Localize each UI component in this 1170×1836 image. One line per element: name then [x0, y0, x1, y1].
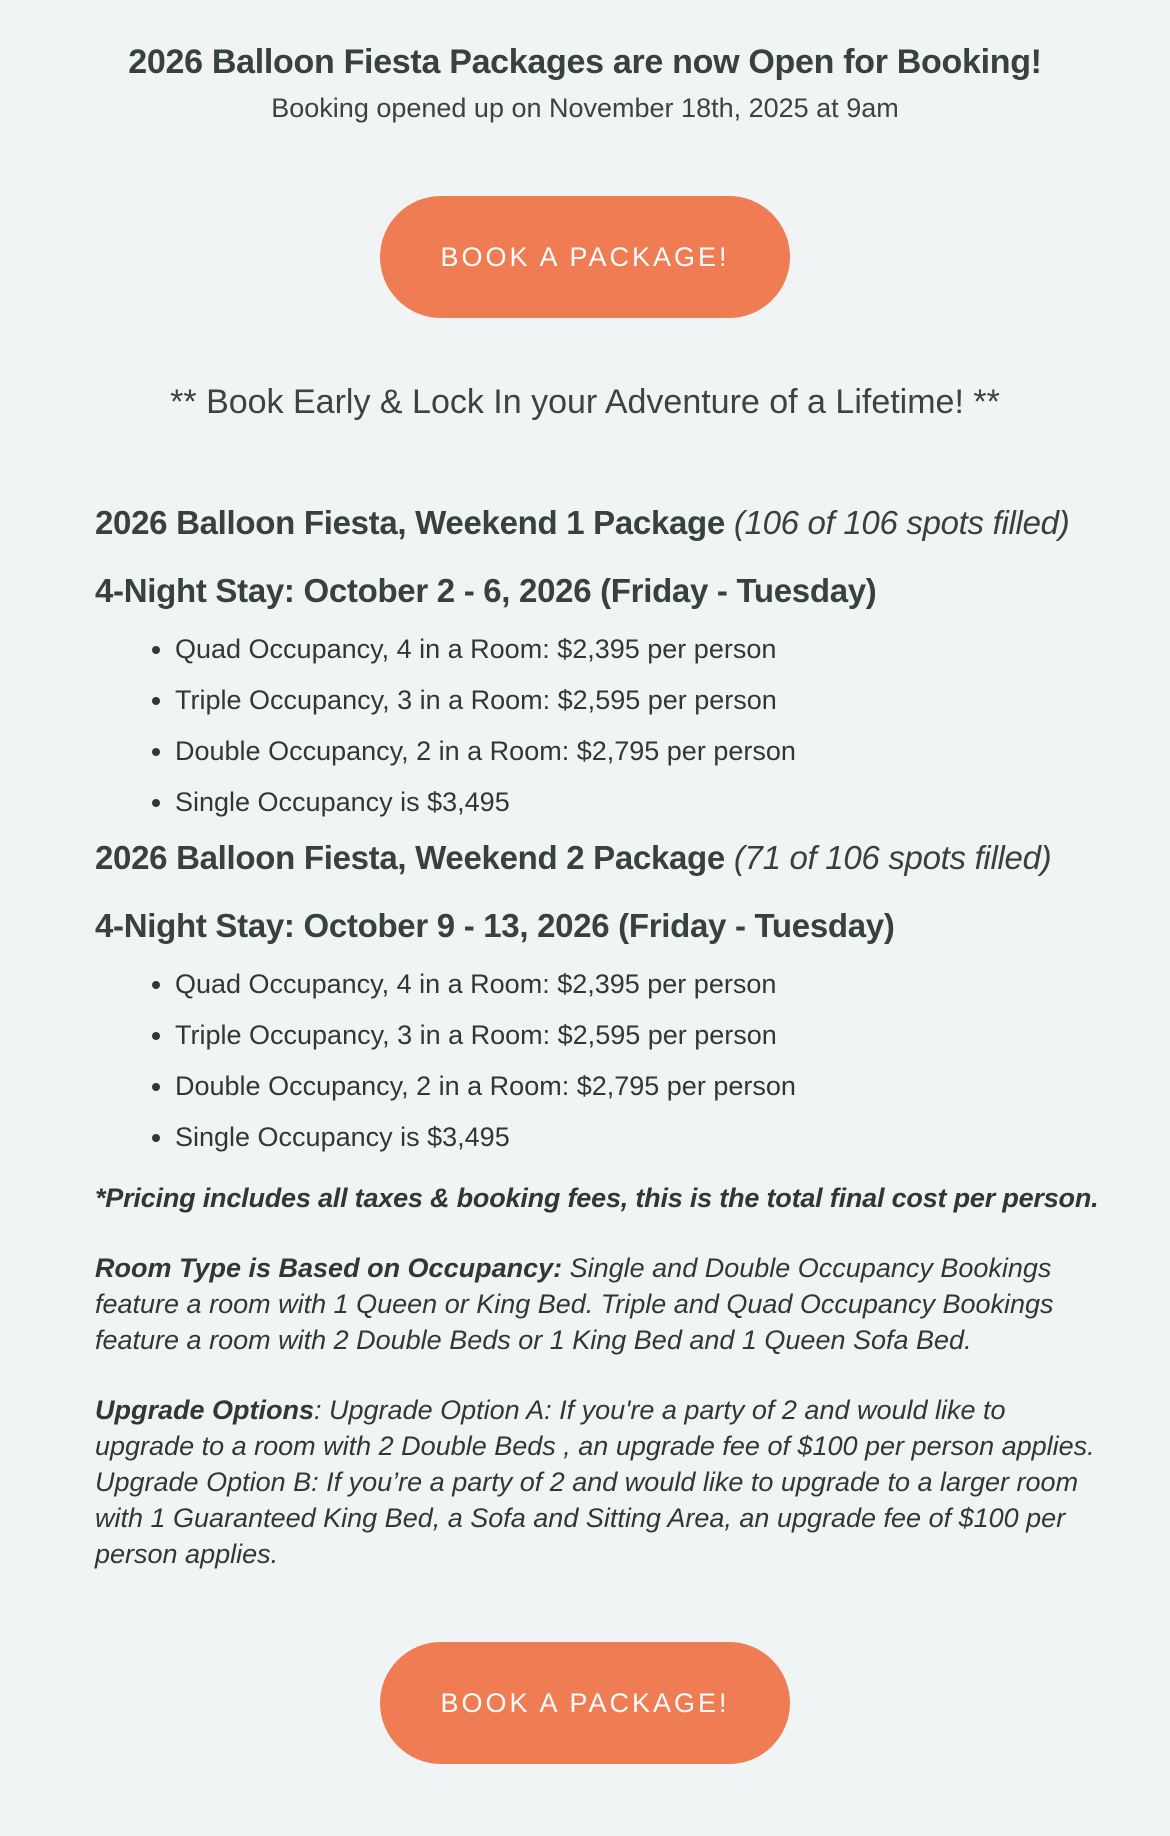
top-button-wrap: [0, 196, 1170, 318]
book-package-button[interactable]: BOOK A PACKAGE!: [380, 1642, 790, 1764]
package-title: [95, 837, 1110, 879]
stay-dates: 4-Night Stay: October 9 - 13, 2026 (Friday - Tuesday): [95, 907, 895, 944]
price-item-quad: • Quad Occupancy, 4 in a Room: $2,395 per person: [175, 632, 1110, 666]
stay-dates: 4-Night Stay: October 2 - 6, 2026 (Friday - Tuesday): [95, 572, 877, 609]
page-title: 2026 Balloon Fiesta Packages are now Open for Booking!: [128, 43, 1042, 81]
price-item-triple: • Triple Occupancy, 3 in a Room: $2,595 per person: [175, 683, 1110, 717]
room-type-text: Single and Double Occupancy Bookings feature a room with 1 Queen or King Bed. Triple and Quad Occupancy Bookings feature a room with 2 Double Beds or 1 King Bed and 1 Queen Sofa Bed.: [95, 1253, 1054, 1355]
package-weekend-2: [95, 837, 1110, 1154]
package-name: 2026 Balloon Fiesta, Weekend 2 Package: [95, 839, 725, 876]
package-weekend-1: [95, 502, 1110, 819]
tagline: ** Book Early & Lock In your Adventure of a Lifetime! **: [170, 383, 1000, 421]
package-name: 2026 Balloon Fiesta, Weekend 1 Package: [95, 504, 725, 541]
price-item-single: • Single Occupancy is $3,495: [175, 1120, 1110, 1154]
room-type-info: [95, 1250, 1110, 1358]
price-item-quad: • Quad Occupancy, 4 in a Room: $2,395 per person: [175, 967, 1110, 1001]
price-item-single: • Single Occupancy is $3,495: [175, 785, 1110, 819]
room-type-lead: Room Type is Based on Occupancy:: [95, 1253, 563, 1283]
price-item-double: • Double Occupancy, 2 in a Room: $2,795 per person: [175, 1069, 1110, 1103]
spots-filled: (71 of 106 spots filled): [733, 839, 1052, 876]
package-content: [0, 502, 1170, 1572]
package-title: [95, 502, 1110, 544]
booking-opened-note: Booking opened up on November 18th, 2025 at 9am: [271, 93, 899, 123]
upgrade-lead: Upgrade Options: [95, 1395, 315, 1425]
spots-filled: (106 of 106 spots filled): [733, 504, 1070, 541]
pricing-note: *Pricing includes all taxes & booking fees, this is the total final cost per person.: [95, 1183, 1099, 1213]
upgrade-options-info: [95, 1392, 1110, 1572]
price-item-double: • Double Occupancy, 2 in a Room: $2,795 per person: [175, 734, 1110, 768]
header: [0, 0, 1170, 126]
price-list: [95, 967, 1110, 1154]
bottom-button-wrap: [0, 1642, 1170, 1764]
book-package-button[interactable]: BOOK A PACKAGE!: [380, 196, 790, 318]
price-item-triple: • Triple Occupancy, 3 in a Room: $2,595 per person: [175, 1018, 1110, 1052]
upgrade-text: : Upgrade Option A: If you're a party of 2 and would like to upgrade to a room with 2 Double Beds , an upgrade fee of $100 per person applies. Upgrade Option B: If you’re a party of 2 and would like to upgrade to a larger room with 1 Guaranteed King Bed, a Sofa and Sitting Area, an upgrade fee of $100 per person applies.: [95, 1395, 1095, 1569]
price-list: [95, 632, 1110, 819]
